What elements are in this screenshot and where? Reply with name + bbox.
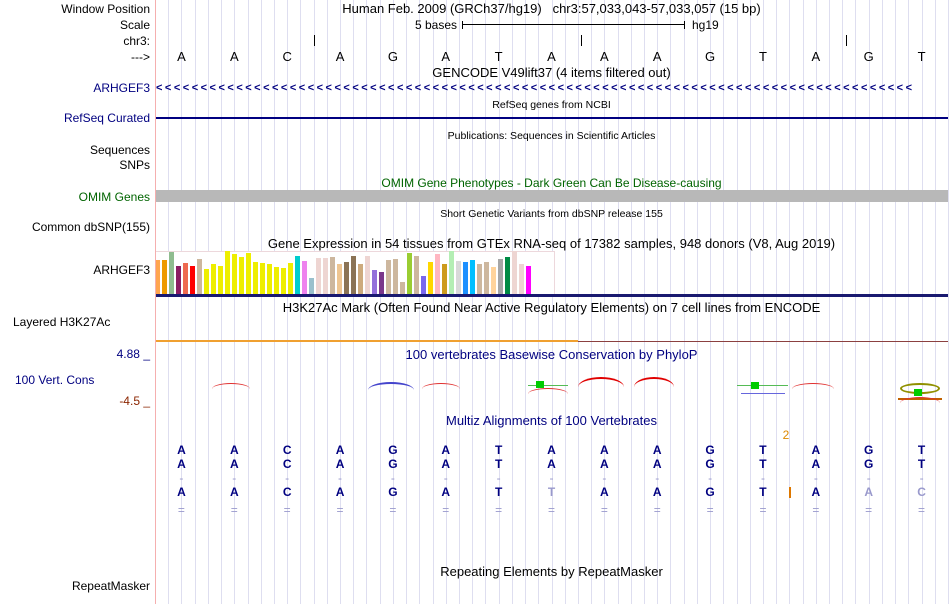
gtex-gene-label[interactable]: ARHGEF3: [93, 263, 150, 277]
position-range: chr3:57,033,043-57,033,057 (15 bp): [552, 1, 761, 16]
alignment-base: G: [705, 457, 715, 471]
base-letter: A: [335, 49, 345, 64]
gtex-tissue-bar: [190, 266, 195, 294]
alignment-base: T: [917, 457, 926, 471]
alignment-base: -: [496, 471, 501, 485]
alignment-base: -: [443, 471, 448, 485]
scale-ruler-tick-right: [684, 21, 685, 29]
gencode-exon-arrows[interactable]: <<<<<<<<<<<<<<<<<<<<<<<<<<<<<<<<<<<<<<<<<<<<<<<<<<<<<<<<<<<<<<<<<<<<<<<<<<<<<<<<<<<<<: [156, 82, 915, 94]
window-position-label: Window Position: [61, 2, 150, 16]
alignment-base: =: [336, 503, 344, 517]
repeatmasker-label[interactable]: RepeatMasker: [71, 579, 150, 593]
alignment-base: T: [759, 443, 767, 457]
red-peak-mark: [634, 377, 674, 387]
h3k27ac-label[interactable]: Layered H3K27Ac: [13, 315, 111, 329]
alignment-base: A: [335, 457, 345, 471]
alignment-base: A: [811, 457, 821, 471]
gtex-tissue-bar: [372, 270, 377, 294]
alignment-base: =: [177, 503, 185, 517]
green-square-mark: [536, 381, 544, 388]
base-letter: T: [758, 49, 767, 64]
gtex-baseline: [155, 294, 948, 297]
gtex-tissue-bar: [323, 258, 328, 294]
h3k27ac-track-title: H3K27Ac Mark (Often Found Near Active Regulatory Elements) on 7 cell lines from ENCODE: [282, 300, 821, 315]
gtex-tissue-bar: [442, 264, 447, 294]
gtex-tissue-bar: [162, 260, 167, 294]
gtex-tissue-bar: [260, 263, 265, 294]
gtex-tissue-bar: [204, 269, 209, 294]
alignment-base: A: [441, 485, 451, 499]
red-arc-mark: [212, 383, 250, 389]
alignment-base: A: [652, 457, 662, 471]
alignment-base: A: [177, 457, 186, 471]
alignment-base: C: [917, 485, 926, 499]
gtex-tissue-bar: [267, 264, 272, 294]
snps-label[interactable]: SNPs: [119, 158, 150, 172]
gtex-tissue-bar: [337, 264, 342, 294]
gtex-tissue-bar: [232, 254, 237, 294]
scale-label: Scale: [119, 18, 150, 32]
alignment-base: A: [441, 443, 451, 457]
green-square-mark: [751, 382, 759, 389]
chrom-label: chr3:: [123, 34, 150, 48]
gtex-tissue-bar: [176, 266, 181, 294]
alignment-base: A: [441, 457, 451, 471]
alignment-base: -: [760, 471, 765, 485]
base-letter: A: [441, 49, 451, 64]
alignment-base: A: [600, 457, 609, 471]
base-letter: A: [811, 49, 821, 64]
alignment-base: =: [389, 503, 397, 517]
conservation-track-title: 100 vertebrates Basewise Conservation by PhyloP: [405, 347, 698, 362]
alignment-base: A: [547, 457, 556, 471]
alignment-base: T: [494, 485, 503, 499]
alignment-base: G: [864, 443, 874, 457]
red-arc-mark: [900, 397, 940, 403]
alignment-base: T: [494, 443, 503, 457]
gtex-tissue-bar: [512, 251, 517, 294]
blue-line-mark: [741, 393, 785, 394]
green-line-mark: [528, 385, 568, 386]
scale-ruler-line: [462, 24, 684, 25]
alignment-base: A: [811, 443, 821, 457]
gtex-tissue-bar: [218, 266, 223, 294]
base-letter: G: [863, 49, 874, 64]
conservation-label[interactable]: 100 Vert. Cons: [15, 373, 95, 387]
alignment-base: G: [388, 485, 398, 499]
gtex-tissue-bar: [407, 253, 412, 294]
alignment-base: A: [811, 485, 821, 499]
alignment-base: A: [547, 443, 556, 457]
sequences-label[interactable]: Sequences: [89, 143, 150, 157]
alignment-base: -: [549, 471, 554, 485]
gtex-tissue-bar: [379, 272, 384, 294]
gtex-tissue-bar: [365, 256, 370, 294]
gtex-tissue-bar: [386, 260, 391, 294]
gtex-tissue-bar: [456, 261, 461, 294]
alignment-base: T: [759, 485, 767, 499]
publications-track-title: Publications: Sequences in Scientific Articles: [447, 130, 656, 142]
alignment-base: =: [653, 503, 661, 517]
gtex-tissue-bar: [183, 263, 188, 294]
base-letter: A: [177, 49, 186, 64]
gtex-tissue-bar: [295, 256, 300, 294]
alignment-base: =: [495, 503, 503, 517]
alignment-base: T: [547, 485, 556, 499]
gtex-tissue-bar: [225, 251, 230, 294]
alignment-base: C: [282, 457, 292, 471]
gap-count: 2: [782, 428, 790, 442]
red-arc-mark: [528, 388, 568, 394]
base-letter: A: [600, 49, 609, 64]
gtex-tissue-bar: [449, 251, 454, 294]
alignment-base: A: [652, 443, 662, 457]
gtex-tissue-bar: [484, 262, 489, 294]
coordinate-tick: [314, 35, 315, 46]
repeatmasker-track-title: Repeating Elements by RepeatMasker: [440, 564, 663, 579]
green-line-mark: [737, 385, 788, 386]
base-letter: C: [282, 49, 292, 64]
gtex-tissue-bar: [505, 257, 510, 294]
gtex-tissue-bar: [302, 261, 307, 294]
gtex-tissue-bar: [400, 282, 405, 294]
alignment-base: -: [919, 471, 924, 485]
gencode-item-label[interactable]: ARHGEF3: [93, 81, 150, 95]
alignment-base: =: [547, 503, 555, 517]
alignment-base: T: [494, 457, 503, 471]
gtex-tissue-bar: [470, 260, 475, 294]
alignment-base: G: [388, 443, 398, 457]
gtex-tissue-bar: [239, 257, 244, 294]
alignment-base: A: [600, 485, 609, 499]
gtex-tissue-bar: [393, 259, 398, 294]
gtex-tissue-bar: [344, 262, 349, 294]
dbsnp-track-title: Short Genetic Variants from dbSNP release 155: [440, 208, 663, 220]
dbsnp-label[interactable]: Common dbSNP(155): [31, 220, 150, 234]
refseq-curated-label[interactable]: RefSeq Curated: [63, 111, 150, 125]
alignment-base: -: [285, 471, 290, 485]
insertion-marker: [789, 487, 791, 498]
gtex-tissue-bar: [246, 253, 251, 294]
multiz-track-title: Multiz Alignments of 100 Vertebrates: [445, 413, 657, 428]
alignment-base: =: [706, 503, 714, 517]
assembly-short: hg19: [692, 18, 719, 32]
gtex-tissue-bar: [351, 256, 356, 294]
green-square-mark: [914, 389, 922, 396]
alignment-base: T: [917, 443, 926, 457]
conservation-min-value: -4.5 _: [119, 394, 150, 408]
gtex-tissue-bar: [253, 262, 258, 294]
alignment-base: A: [229, 443, 239, 457]
gtex-tissue-bar: [477, 264, 482, 294]
gtex-tissue-bar: [519, 264, 524, 294]
refseq-gene-line[interactable]: [155, 117, 948, 119]
gtex-tissue-bar: [414, 256, 419, 294]
base-letter: T: [494, 49, 503, 64]
gtex-tissue-bar: [498, 259, 503, 294]
omim-track-title: OMIM Gene Phenotypes - Dark Green Can Be Disease-causing: [381, 176, 722, 190]
gtex-tissue-bar: [463, 262, 468, 294]
alignment-base: C: [282, 485, 292, 499]
gtex-tissue-bar: [211, 264, 216, 294]
base-letter: G: [705, 49, 716, 64]
gtex-tissue-bar: [526, 266, 531, 294]
alignment-base: =: [812, 503, 820, 517]
alignment-base: =: [442, 503, 450, 517]
gtex-tissue-bar: [197, 259, 202, 294]
alignment-base: -: [338, 471, 343, 485]
assembly-title: Human Feb. 2009 (GRCh37/hg19): [342, 1, 542, 16]
alignment-base: A: [600, 443, 609, 457]
alignment-base: A: [864, 485, 874, 499]
alignment-base: A: [229, 485, 239, 499]
alignment-base: -: [866, 471, 871, 485]
coordinate-tick: [846, 35, 847, 46]
alignment-base: -: [179, 471, 184, 485]
alignment-base: T: [759, 457, 767, 471]
alignment-base: =: [865, 503, 873, 517]
alignment-base: -: [813, 471, 818, 485]
strand-label: --->: [131, 50, 150, 64]
gtex-tissue-bar: [288, 263, 293, 294]
track-area-left-guide: [155, 0, 156, 604]
alignment-base: C: [282, 443, 292, 457]
alignment-base: G: [388, 457, 398, 471]
gtex-tissue-bar: [421, 276, 426, 294]
scale-ruler-tick-left: [462, 21, 463, 29]
gtex-tissue-bar: [281, 268, 286, 294]
gridline: [948, 0, 949, 604]
refseq-track-title: RefSeq genes from NCBI: [492, 99, 611, 111]
alignment-base: A: [229, 457, 239, 471]
base-letter: T: [917, 49, 926, 64]
alignment-base: =: [600, 503, 608, 517]
gtex-track-title: Gene Expression in 54 tissues from GTEx RNA-seq of 17382 samples, 948 donors (V8, Aug 2019): [267, 236, 836, 251]
gencode-track-title: GENCODE V49lift37 (4 items filtered out): [432, 65, 671, 80]
alignment-base: =: [918, 503, 926, 517]
red-arc-mark: [792, 383, 834, 389]
base-letter: A: [229, 49, 239, 64]
alignment-base: A: [335, 443, 345, 457]
gtex-tissue-bar: [316, 258, 321, 294]
alignment-base: G: [705, 485, 715, 499]
gtex-tissue-bar: [330, 257, 335, 294]
alignment-base: A: [652, 485, 662, 499]
gtex-tissue-bar: [309, 278, 314, 294]
base-letter: A: [547, 49, 556, 64]
gtex-tissue-bar: [491, 267, 496, 294]
alignment-base: -: [708, 471, 713, 485]
gtex-tissue-bar: [428, 262, 433, 294]
alignment-base: A: [335, 485, 345, 499]
scale-value: 5 bases: [414, 18, 457, 32]
alignment-base: -: [655, 471, 660, 485]
alignment-base: -: [390, 471, 395, 485]
base-letter: A: [652, 49, 662, 64]
base-letter: G: [387, 49, 398, 64]
alignment-base: A: [177, 485, 186, 499]
alignment-base: =: [759, 503, 767, 517]
alignment-base: G: [864, 457, 874, 471]
omim-gene-bar[interactable]: [155, 190, 948, 202]
gtex-tissue-bar: [274, 267, 279, 294]
omim-genes-label[interactable]: OMIM Genes: [78, 190, 150, 204]
alignment-base: =: [230, 503, 238, 517]
conservation-max-value: 4.88 _: [116, 347, 150, 361]
gtex-tissue-bar: [358, 264, 363, 294]
coordinate-tick: [581, 35, 582, 46]
h3k27ac-signal-orange: [155, 340, 578, 342]
alignment-base: =: [283, 503, 291, 517]
alignment-base: -: [602, 471, 607, 485]
window-position-value: [155, 2, 948, 16]
red-arc-mark: [422, 383, 460, 389]
gtex-tissue-bar: [435, 254, 440, 294]
alignment-base: G: [705, 443, 715, 457]
gtex-tissue-bar: [169, 252, 174, 294]
alignment-base: A: [177, 443, 186, 457]
alignment-base: -: [232, 471, 237, 485]
